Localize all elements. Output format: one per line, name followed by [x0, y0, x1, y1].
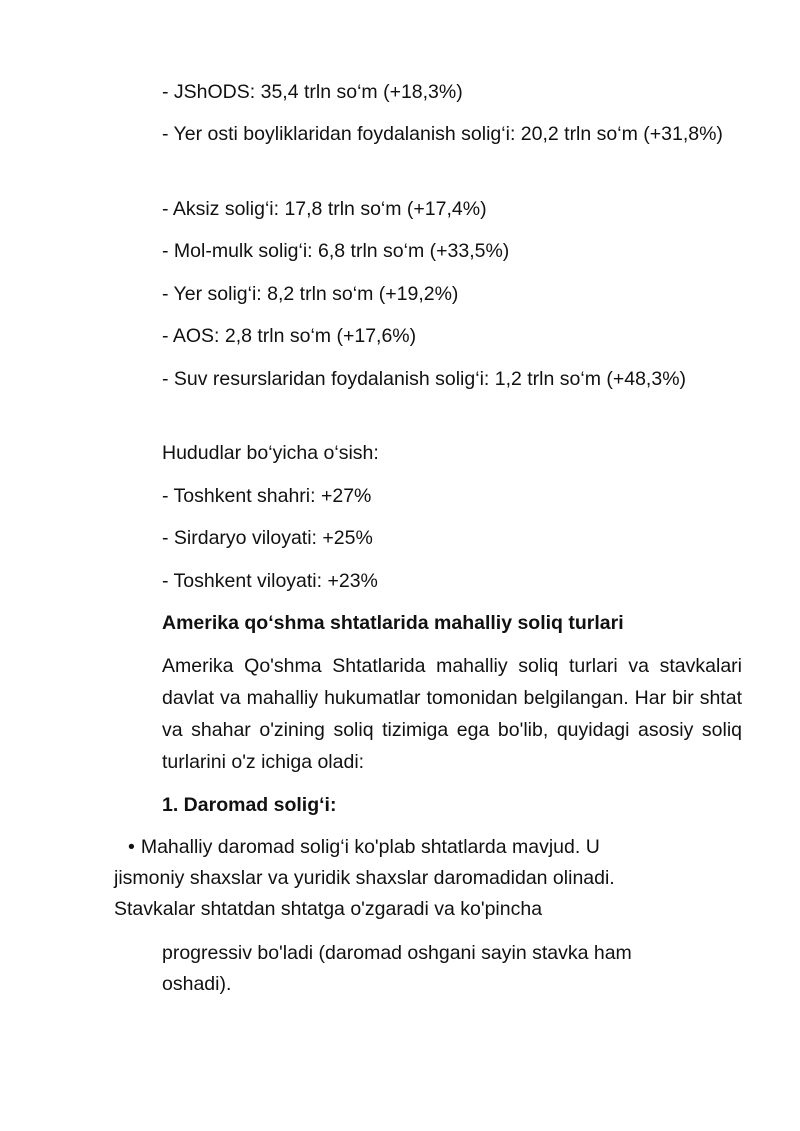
- subheading-income-tax: 1. Daromad solig‘i:: [162, 794, 337, 816]
- bullet-text-1: Mahalliy daromad solig‘i ko'plab shtatlarda mavjud. U: [140, 836, 600, 858]
- section-heading: Amerika qo‘shma shtatlarida mahalliy soliq turlari: [162, 612, 624, 634]
- continuation-line-2: oshadi).: [162, 973, 232, 995]
- continuation-line-1: progressiv bo'ladi (daromad oshgani sayin stavka ham: [162, 942, 632, 964]
- bullet-line-1: [114, 832, 694, 863]
- region-item-tashkent-city: - Toshkent shahri: +27%: [162, 485, 372, 507]
- bullet-paragraph: [114, 832, 694, 925]
- tax-item-land: - Yer solig‘i: 8,2 trln so‘m (+19,2%): [162, 283, 459, 305]
- tax-item-water-resources: - Suv resurslaridan foydalanish solig‘i: 1,2 trln so‘m (+48,3%): [162, 368, 687, 390]
- tax-item-excise: - Aksiz solig‘i: 17,8 trln so‘m (+17,4%): [162, 198, 487, 220]
- tax-item-property: - Mol-mulk solig‘i: 6,8 trln so‘m (+33,5%): [162, 240, 510, 262]
- bullet-line-3: Stavkalar shtatdan shtatga o'zgaradi va ko'pincha: [114, 898, 543, 920]
- tax-item-aos: - AOS: 2,8 trln so‘m (+17,6%): [162, 325, 417, 347]
- tax-item-subsoil-use: - Yer osti boyliklaridan foydalanish solig‘i: 20,2 trln so‘m (+31,8%): [162, 123, 723, 145]
- region-item-tashkent-region: - Toshkent viloyati: +23%: [162, 570, 378, 592]
- region-item-sirdaryo: - Sirdaryo viloyati: +25%: [162, 527, 373, 549]
- regions-heading: Hududlar bo‘yicha o‘sish:: [162, 442, 379, 464]
- continuation-paragraph: [162, 938, 722, 1000]
- bullet-icon: •: [128, 836, 135, 858]
- bullet-line-2: jismoniy shaxslar va yuridik shaxslar daromadidan olinadi.: [114, 867, 615, 889]
- section-paragraph: Amerika Qo'shma Shtatlarida mahalliy soliq turlari va stavkalari davlat va mahalliy hukumatlar tomonidan belgilangan. Har bir shtat va shahar o'zining soliq tizimiga ega bo'lib, quyidagi asosiy soliq turlarini o'z ichiga oladi:: [162, 655, 742, 773]
- tax-item-jshods: - JShODS: 35,4 trln so‘m (+18,3%): [162, 81, 463, 103]
